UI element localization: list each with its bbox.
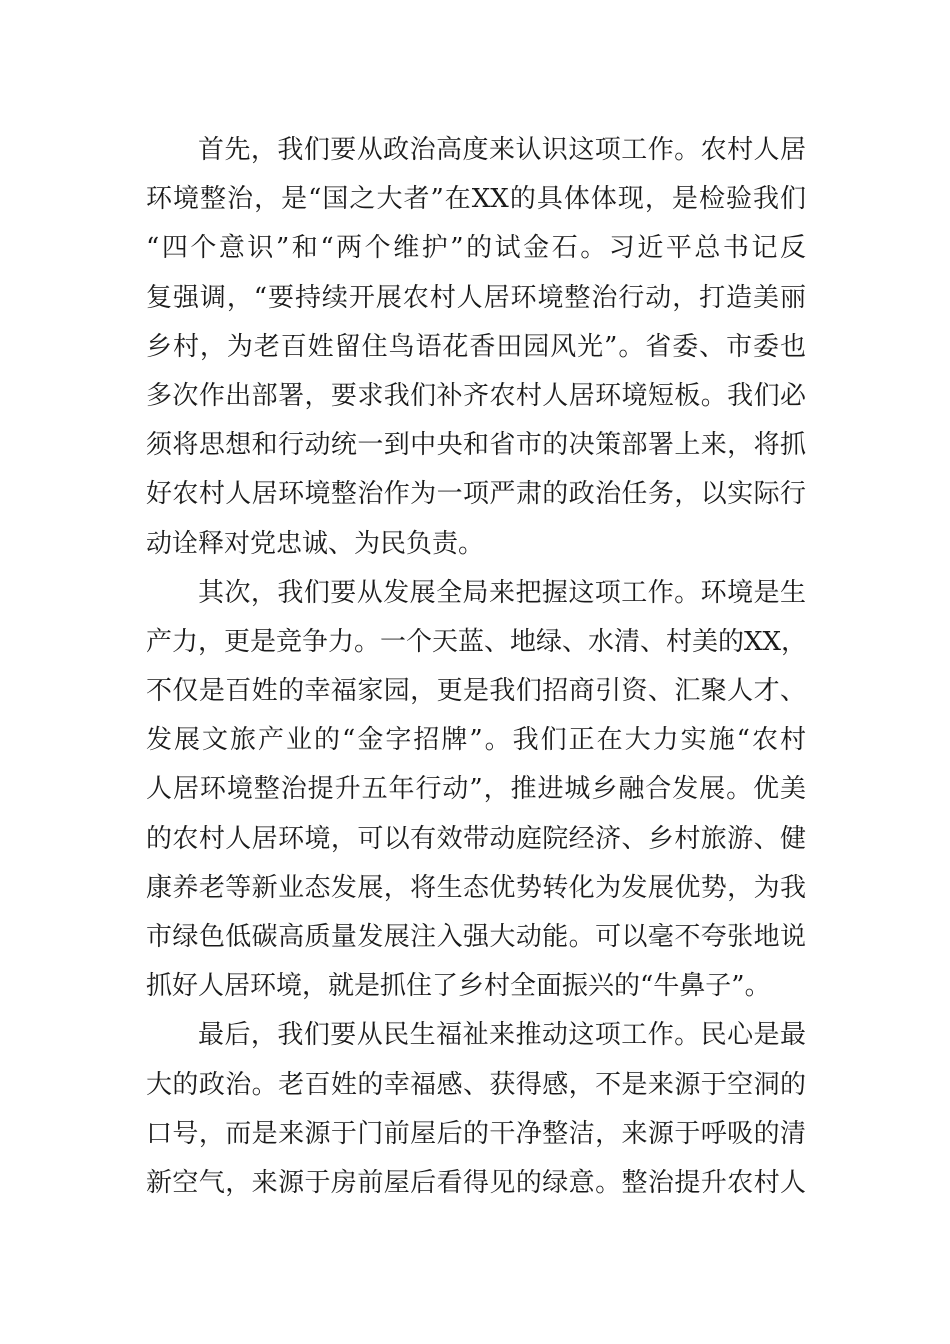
paragraph-1-line-2: 环境整治，是“国之大者”在XX的具体体现，是检验我们: [146, 184, 806, 215]
paragraph-3-line-2: 大的政治。老百姓的幸福感、获得感，不是来源于空洞的: [146, 1069, 806, 1100]
paragraph-1-line-8: 好农村人居环境整治作为一项严肃的政治任务，以实际行: [146, 479, 806, 510]
paragraph-2-line-2: 产力，更是竞争力。一个天蓝、地绿、水清、村美的XX，: [146, 626, 808, 657]
paragraph-2-line-4: 发展文旅产业的“金字招牌”。我们正在大力实施“农村: [146, 725, 806, 756]
paragraph-2-line-3: 不仅是百姓的幸福家园，更是我们招商引资、汇聚人才、: [146, 676, 806, 707]
paragraph-2-line-5: 人居环境整治提升五年行动”，推进城乡融合发展。优美: [146, 774, 806, 805]
paragraph-1-line-4: 复强调，“要持续开展农村人居环境整治行动，打造美丽: [146, 282, 806, 313]
paragraph-1-line-1: 首先，我们要从政治高度来认识这项工作。农村人居: [198, 135, 806, 165]
paragraph-1-line-3: “四个意识”和“两个维护”的试金石。习近平总书记反: [146, 233, 806, 264]
paragraph-1-line-5: 乡村，为老百姓留住鸟语花香田园风光”。省委、市委也: [146, 331, 806, 362]
paragraph-2-line-6: 的农村人居环境，可以有效带动庭院经济、乡村旅游、健: [146, 823, 806, 854]
paragraph-2-line-7: 康养老等新业态发展，将生态优势转化为发展优势，为我: [146, 872, 806, 903]
paragraph-3-line-4: 新空气，来源于房前屋后看得见的绿意。整治提升农村人: [146, 1167, 806, 1198]
paragraph-2-line-8: 市绿色低碳高质量发展注入强大动能。可以毫不夸张地说: [146, 922, 806, 952]
paragraph-1-line-7: 须将思想和行动统一到中央和省市的决策部署上来，将抓: [146, 430, 806, 461]
paragraph-3-line-1: 最后，我们要从民生福祉来推动这项工作。民心是最: [198, 1020, 806, 1051]
paragraph-3-line-3: 口号，而是来源于门前屋后的干净整洁，来源于呼吸的清: [146, 1118, 806, 1149]
paragraph-2-line-9: 抓好人居环境，就是抓住了乡村全面振兴的“牛鼻子”。: [146, 971, 771, 1002]
paragraph-1-line-9: 动诠释对党忠诚、为民负责。: [146, 528, 485, 559]
paragraph-2-line-1: 其次，我们要从发展全局来把握这项工作。环境是生: [198, 577, 806, 608]
body-text: [146, 126, 806, 1208]
paragraph-1-line-6: 多次作出部署，要求我们补齐农村人居环境短板。我们必: [146, 380, 806, 411]
